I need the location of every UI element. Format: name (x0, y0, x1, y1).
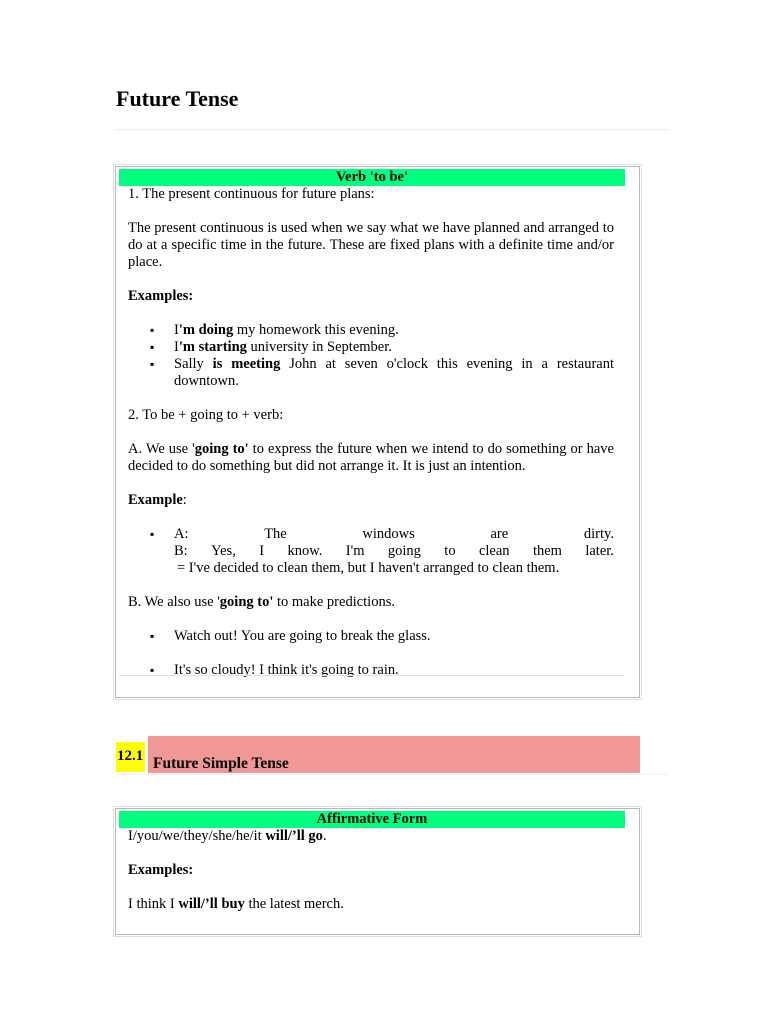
section-title: Future Simple Tense (153, 755, 289, 772)
affirmative-box-body (116, 828, 639, 913)
list-item (174, 526, 614, 577)
section-2-title: 2. To be + going to + verb: (128, 407, 284, 423)
section-heading-band (148, 736, 640, 773)
affirmative-examples-label: Examples: (128, 862, 194, 878)
box-inner-divider (119, 675, 625, 676)
going-to-intention-text: A. We use 'going to' to express the future when we intend to do something or have decided to do something but did not arrange it. It is just an intention. (128, 441, 614, 474)
verb-to-be-box (115, 166, 640, 698)
section-1-title: 1. The present continuous for future plans: (128, 186, 375, 202)
example-label: Example: (128, 492, 187, 508)
section-1-text: The present continuous is used when we say what we have planned and arranged to do at a specific time in the future. These are fixed plans with a definite time and/or place. (128, 220, 614, 270)
verb-box-header: Verb 'to be' (119, 169, 625, 186)
affirmative-box-header: Affirmative Form (119, 811, 625, 828)
affirmative-form-text: I/you/we/they/she/he/it will/’ll go. (128, 828, 327, 844)
affirmative-example: I think I will/’ll buy the latest merch. (128, 896, 344, 912)
dialog-line-a: ▪ A: The windows are dirty. (174, 526, 614, 542)
list-item: ▪ I'm starting university in September. (174, 339, 614, 356)
dialog-note: = I've decided to clean them, but I haven't arranged to clean them. (177, 560, 560, 576)
verb-box-body (116, 186, 639, 679)
predictions-list (128, 628, 614, 645)
going-to-prediction-text: B. We also use 'going to' to make predictions. (128, 594, 395, 610)
examples-label: Examples: (128, 288, 194, 304)
page-title: Future Tense (116, 86, 239, 111)
title-divider (116, 129, 668, 130)
dialog-list (128, 526, 614, 577)
list-item: ▪ Watch out! You are going to break the glass. (174, 628, 614, 645)
examples-list (128, 322, 614, 390)
list-item: ▪ It's so cloudy! I think it's going to rain. (174, 662, 614, 679)
affirmative-form-box (115, 808, 640, 935)
dialog-line-b: B: Yes, I know. I'm going to clean them later. (174, 543, 614, 559)
list-item: ▪ I'm doing my homework this evening. (174, 322, 614, 339)
section-number: 12.1 (116, 742, 145, 772)
section-divider (116, 774, 668, 775)
list-item: ▪ Sally is meeting John at seven o'clock this evening in a restaurant downtown. (174, 356, 614, 390)
predictions-list-2 (128, 662, 614, 679)
